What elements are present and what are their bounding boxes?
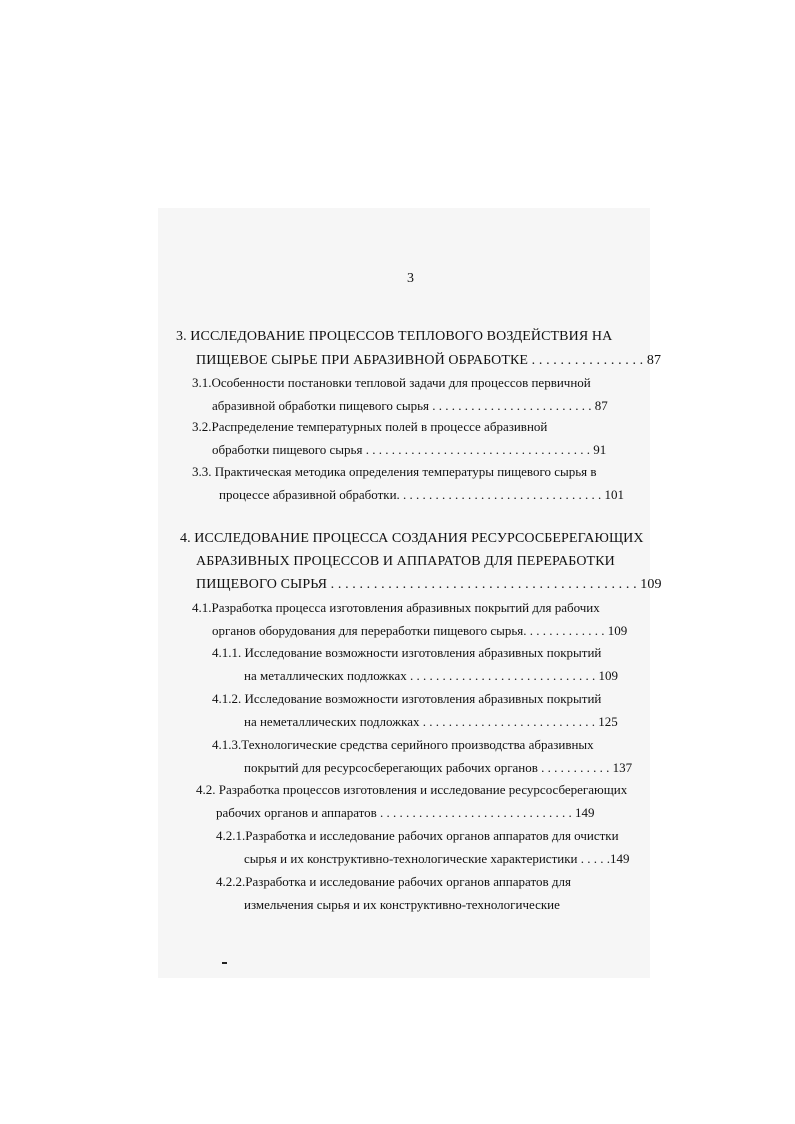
toc-entry-4-2-2: 4.2.2.Разработка и исследование рабочих органов аппаратов для <box>216 874 571 889</box>
toc-entry-4-1-1-cont: на металлических подложках . . . . . . . . . . . . . . . . . . . . . . . . . . . . . 109 <box>244 668 619 683</box>
toc-entry-4-1: 4.1.Разработка процесса изготовления абразивных покрытий для рабочих <box>192 600 600 615</box>
toc-entry-4-2-2-cont: измельчения сырья и их конструктивно-технологические <box>244 897 560 912</box>
toc-entry-4-2-cont: рабочих органов и аппаратов . . . . . . . . . . . . . . . . . . . . . . . . . . . . . . 149 <box>216 805 595 820</box>
page-number: 3 <box>407 271 414 286</box>
toc-entry-4-2-1: 4.2.1.Разработка и исследование рабочих органов аппаратов для очистки <box>216 828 619 843</box>
toc-entry-3-2: 3.2.Распределение температурных полей в процессе абразивной <box>192 419 548 434</box>
toc-heading-3-cont: ПИЩЕВОЕ СЫРЬЕ ПРИ АБРАЗИВНОЙ ОБРАБОТКЕ . . . . . . . . . . . . . . . . 87 <box>196 353 662 368</box>
toc-entry-4-2-1-cont: сырья и их конструктивно-технологические характеристики . . . . .149 <box>244 851 630 866</box>
toc-entry-4-1-2: 4.1.2. Исследование возможности изготовления абразивных покрытий <box>212 691 602 706</box>
toc-entry-3-3: 3.3. Практическая методика определения температуры пищевого сырья в <box>192 464 597 479</box>
toc-heading-4-cont2: ПИЩЕВОГО СЫРЬЯ . . . . . . . . . . . . . . . . . . . . . . . . . . . . . . . . . . . . . . . . . . . 109 <box>196 577 662 592</box>
scan-mark <box>222 962 227 964</box>
toc-entry-3-1: 3.1.Особенности постановки тепловой задачи для процессов первичной <box>192 375 591 390</box>
toc-heading-4-cont1: АБРАЗИВНЫХ ПРОЦЕССОВ И АППАРАТОВ ДЛЯ ПЕРЕРАБОТКИ <box>196 554 615 569</box>
toc-entry-4-1-3-cont: покрытий для ресурсосберегающих рабочих органов . . . . . . . . . . . 137 <box>244 760 633 775</box>
toc-entry-4-1-3: 4.1.3.Технологические средства серийного производства абразивных <box>212 737 594 752</box>
toc-heading-4: 4. ИССЛЕДОВАНИЕ ПРОЦЕССА СОЗДАНИЯ РЕСУРСОСБЕРЕГАЮЩИХ <box>180 531 644 546</box>
toc-entry-3-2-cont: обработки пищевого сырья . . . . . . . . . . . . . . . . . . . . . . . . . . . . . . . . . . . 91 <box>212 442 607 457</box>
toc-entry-4-1-cont: органов оборудования для переработки пищевого сырья. . . . . . . . . . . . . 109 <box>212 623 628 638</box>
toc-entry-3-3-cont: процессе абразивной обработки. . . . . . . . . . . . . . . . . . . . . . . . . . . . . . . . 101 <box>219 487 625 502</box>
toc-entry-4-1-1: 4.1.1. Исследование возможности изготовления абразивных покрытий <box>212 645 602 660</box>
toc-entry-4-1-2-cont: на неметаллических подложках . . . . . . . . . . . . . . . . . . . . . . . . . . . 125 <box>244 714 618 729</box>
toc-entry-4-2: 4.2. Разработка процессов изготовления и исследование ресурсосберегающих <box>196 782 628 797</box>
toc-heading-3: 3. ИССЛЕДОВАНИЕ ПРОЦЕССОВ ТЕПЛОВОГО ВОЗДЕЙСТВИЯ НА <box>176 329 613 344</box>
toc-entry-3-1-cont: абразивной обработки пищевого сырья . . . . . . . . . . . . . . . . . . . . . . . . . 87 <box>212 398 608 413</box>
